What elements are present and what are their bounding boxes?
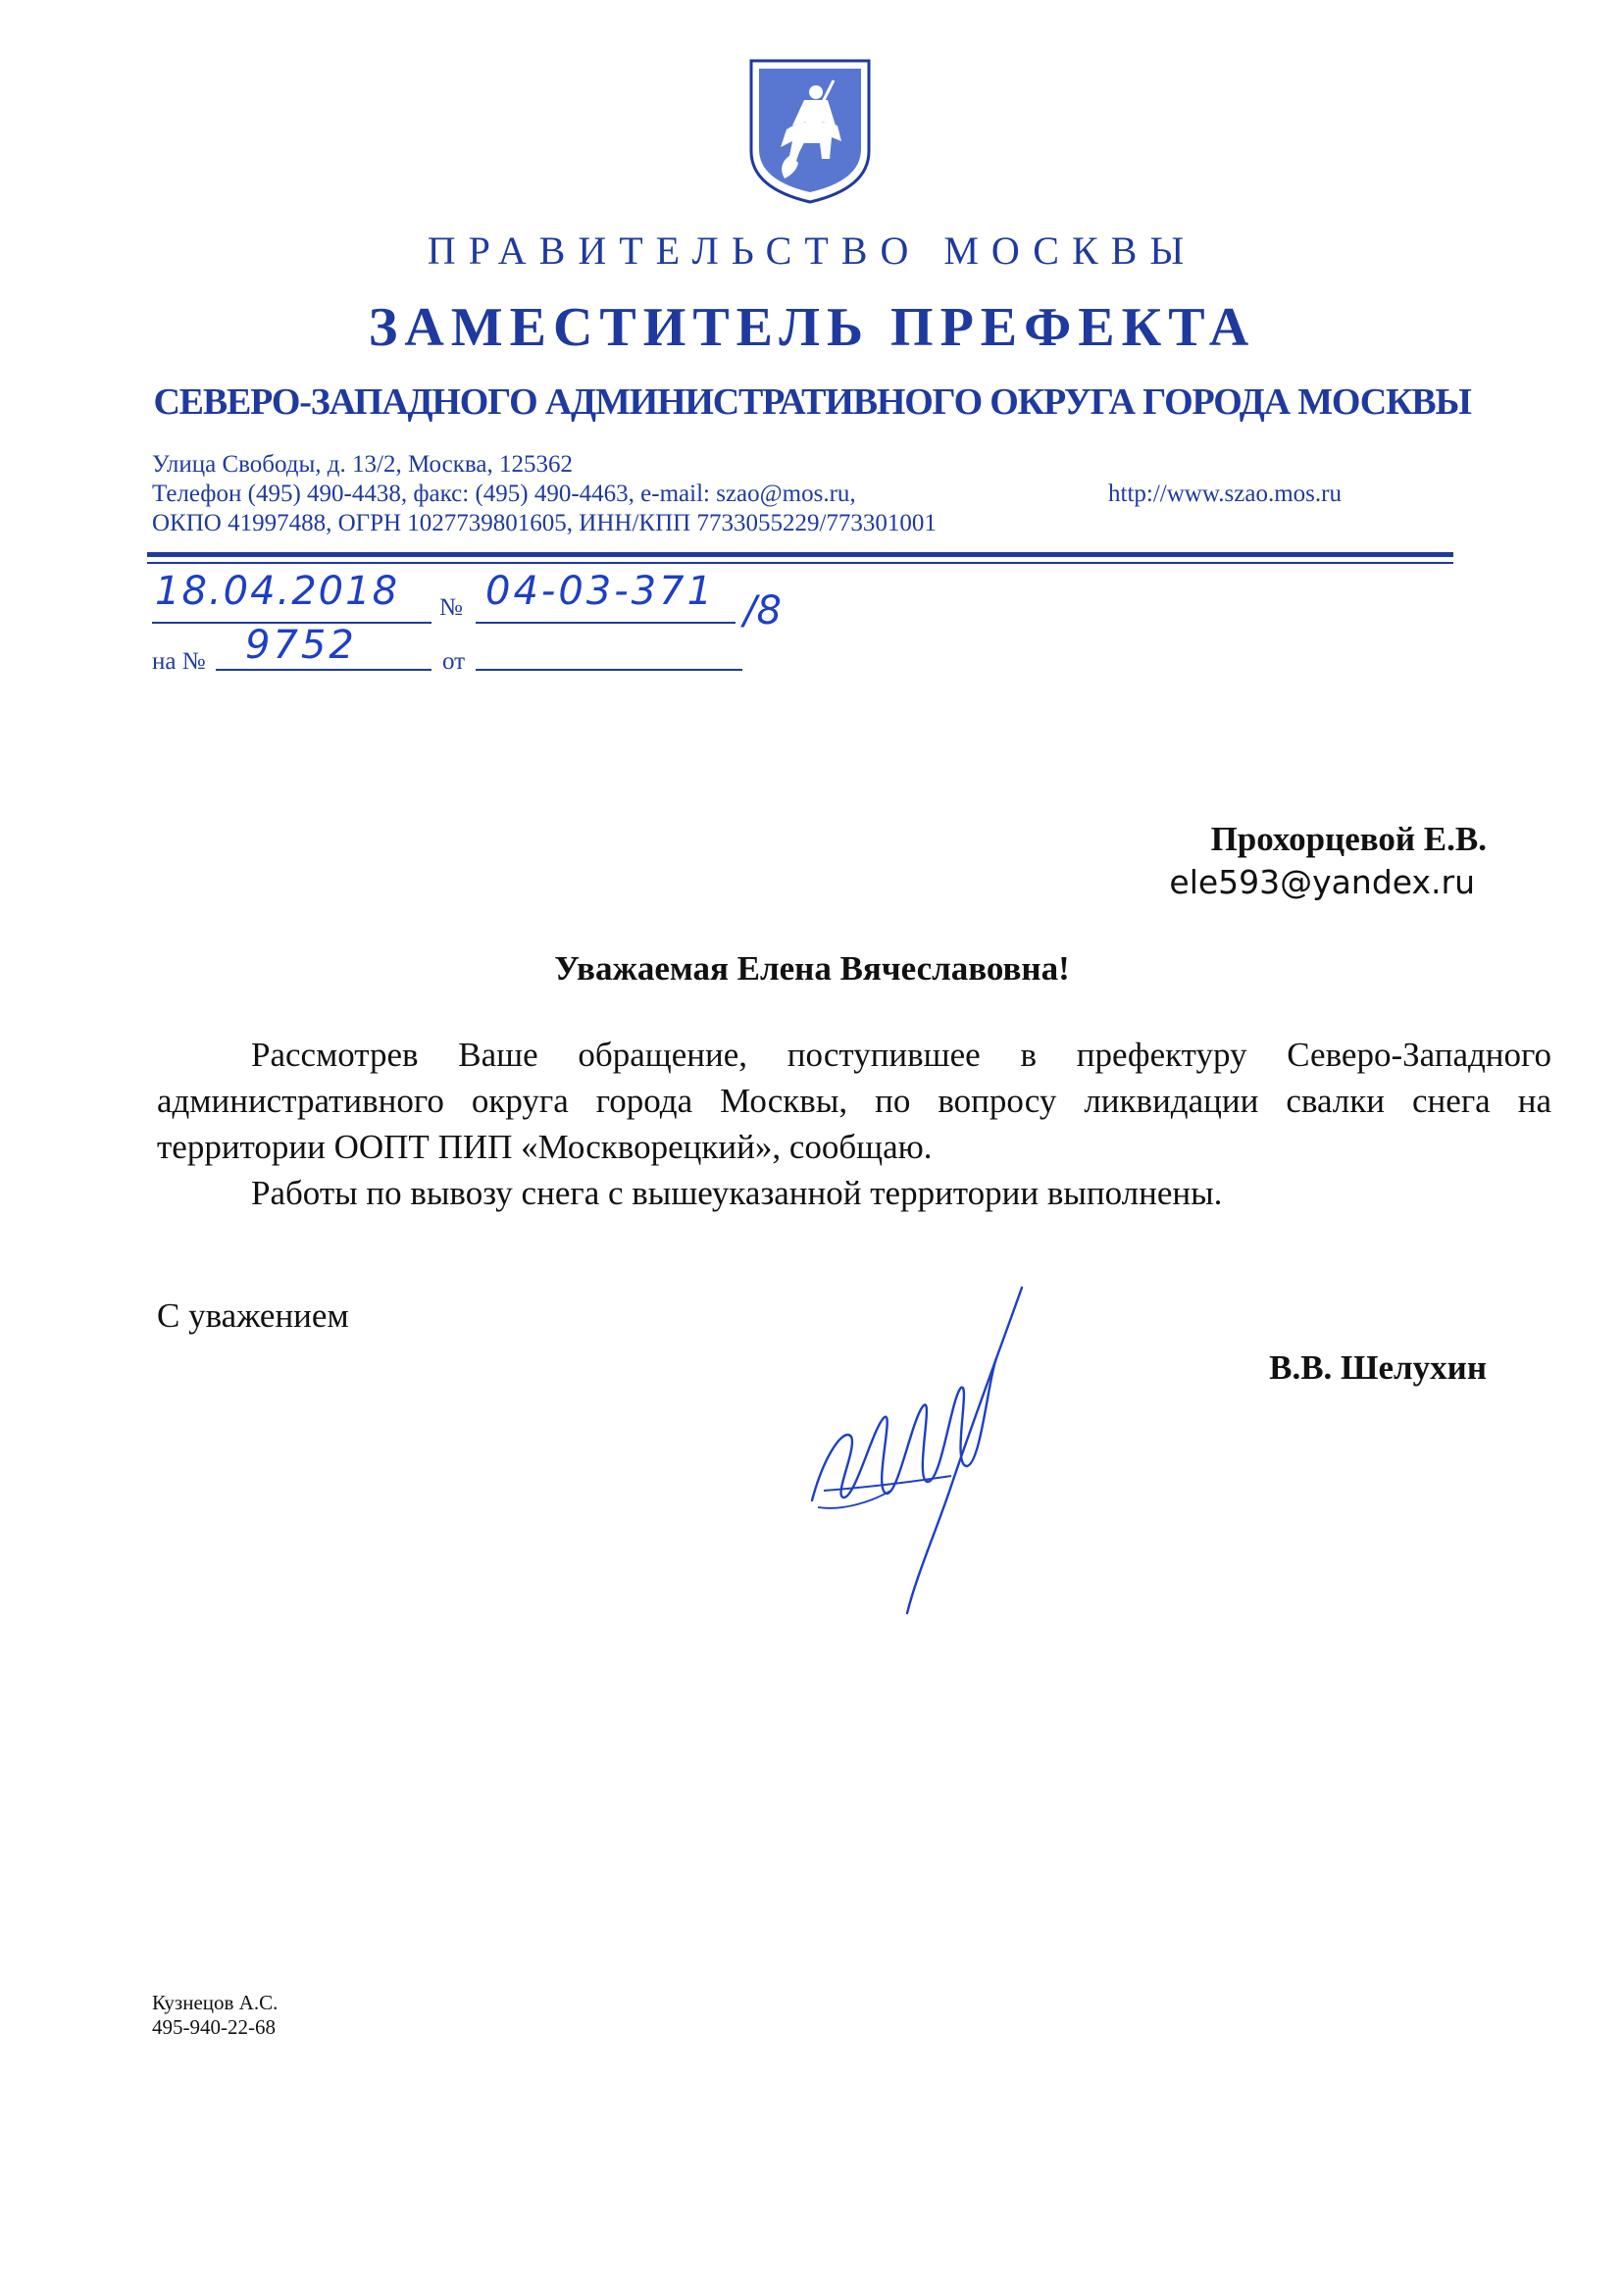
registration-number: 04-03-371 bbox=[485, 569, 716, 614]
website-link[interactable]: http://www.szao.mos.ru bbox=[1108, 481, 1342, 507]
closing-phrase: С уважением bbox=[157, 1296, 349, 1335]
registration-number-label: № bbox=[439, 594, 463, 621]
executor-name: Кузнецов А.С. bbox=[152, 1991, 279, 2014]
reference-number-label: на № bbox=[152, 648, 206, 675]
reference-number-underline bbox=[216, 669, 431, 671]
registration-number-underline bbox=[476, 622, 736, 624]
header-divider-thick bbox=[147, 552, 1453, 557]
address-line: Улица Свободы, д. 13/2, Москва, 125362 bbox=[152, 451, 573, 478]
registration-date: 18.04.2018 bbox=[155, 569, 400, 614]
addressee-name: Прохорцевой Е.В. bbox=[1210, 820, 1487, 858]
body-paragraph: Работы по вывозу снега с вышеуказанной территории выполнены. bbox=[251, 1174, 1223, 1212]
salutation: Уважаемая Елена Вячеславовна! bbox=[554, 949, 1070, 988]
position-title: ЗАМЕСТИТЕЛЬ ПРЕФЕКТА bbox=[368, 297, 1256, 358]
letter-body bbox=[157, 1032, 1551, 1216]
header-divider-thin bbox=[147, 562, 1453, 564]
reference-number: 9752 bbox=[245, 623, 357, 668]
addressee-email: ele593@yandex.ru bbox=[1169, 863, 1475, 901]
executor-phone: 495-940-22-68 bbox=[152, 2015, 276, 2039]
registry-codes-line: ОКПО 41997488, ОГРН 1027739801605, ИНН/КПП 7733055229/773301001 bbox=[152, 510, 937, 536]
registration-number-suffix: /8 bbox=[743, 588, 782, 634]
body-paragraph: Рассмотрев Ваше обращение, поступившее в префектуру Северо-Западного административного округа города Москвы, по вопросу ликвидации свалки снега на территории ООПТ ПИП «Москворецкий», сообщаю. bbox=[157, 1036, 1551, 1166]
handwritten-signature-icon bbox=[804, 1280, 1030, 1618]
contacts-line: Телефон (495) 490-4438, факс: (495) 490-4463, e-mail: szao@mos.ru, bbox=[152, 481, 856, 507]
reference-date-underline bbox=[476, 669, 742, 671]
signatory-name: В.В. Шелухин bbox=[1269, 1348, 1487, 1387]
government-title: ПРАВИТЕЛЬСТВО МОСКВЫ bbox=[427, 228, 1197, 273]
district-title: СЕВЕРО-ЗАПАДНОГО АДМИНИСТРАТИВНОГО ОКРУГА ГОРОДА МОСКВЫ bbox=[153, 381, 1471, 423]
moscow-coat-of-arms-icon bbox=[747, 57, 873, 206]
reference-date-label: от bbox=[442, 648, 466, 675]
